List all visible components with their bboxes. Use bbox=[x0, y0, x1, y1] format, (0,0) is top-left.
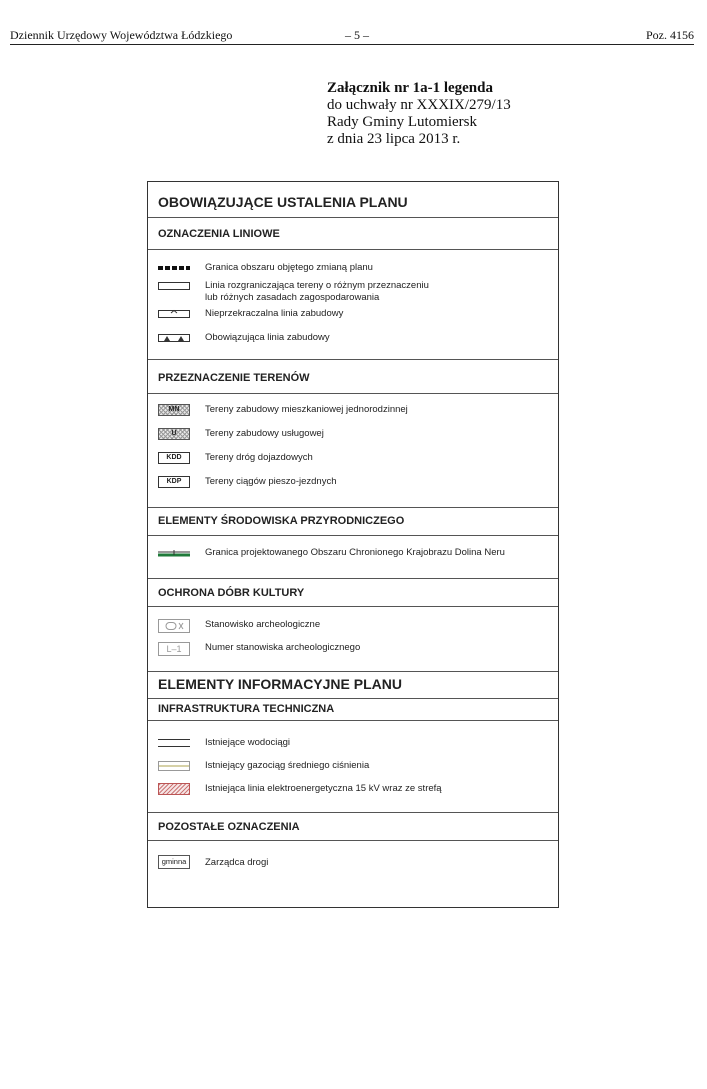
section-title: OCHRONA DÓBR KULTURY bbox=[158, 587, 305, 599]
list-item: Nieprzekraczalna linia zabudowy bbox=[158, 308, 553, 322]
section-linear-header bbox=[148, 217, 558, 249]
section-landuse-items bbox=[148, 393, 558, 507]
list-item: Obowiązująca linia zabudowy bbox=[158, 332, 553, 346]
boundary-dashed-icon bbox=[158, 262, 190, 274]
list-item: lub różnych zasadach zagospodarowania bbox=[205, 292, 380, 303]
list-item: U Tereny zabudowy usługowej bbox=[158, 428, 553, 442]
u-symbol-icon: U bbox=[158, 428, 190, 440]
position-number: Poz. 4156 bbox=[646, 28, 694, 42]
section-other-items bbox=[148, 840, 558, 906]
dividing-line-icon bbox=[158, 280, 190, 292]
section-title: PRZEZNACZENIE TERENÓW bbox=[158, 372, 310, 384]
council-name: Rady Gminy Lutomiersk bbox=[327, 114, 477, 130]
resolution-number: do uchwały nr XXXIX/279/13 bbox=[327, 97, 511, 113]
list-item: Istniejący gazociąg średniego ciśnienia bbox=[158, 760, 553, 774]
section-title: ELEMENTY ŚRODOWISKA PRZYRODNICZEGO bbox=[158, 515, 405, 527]
road-manager-symbol-icon: gminna bbox=[158, 855, 190, 869]
kdd-symbol-icon: KDD bbox=[158, 452, 190, 464]
section-title: INFRASTRUKTURA TECHNICZNA bbox=[158, 703, 335, 715]
power-line-zone-icon bbox=[158, 783, 190, 795]
section-landuse-header bbox=[148, 359, 558, 393]
list-item: KDD Tereny dróg dojazdowych bbox=[158, 452, 553, 466]
resolution-date: z dnia 23 lipca 2013 r. bbox=[327, 131, 461, 147]
page-header bbox=[10, 26, 694, 45]
section-title: POZOSTAŁE OZNACZENIA bbox=[158, 821, 300, 833]
list-item: Stanowisko archeologiczne bbox=[158, 619, 553, 633]
list-item: Istniejąca linia elektroenergetyczna 15 kV wraz ze strefą bbox=[158, 783, 553, 797]
gas-pipeline-icon bbox=[158, 760, 190, 772]
section-info-title bbox=[148, 671, 558, 698]
section-culture-items bbox=[148, 606, 558, 671]
building-line-nonexceed-icon bbox=[158, 308, 190, 320]
water-main-icon bbox=[158, 737, 190, 749]
section-other-header bbox=[148, 812, 558, 840]
journal-name: Dziennik Urzędowy Województwa Łódzkiego bbox=[10, 28, 233, 42]
section-infra-items bbox=[148, 720, 558, 812]
list-item: Istniejące wodociągi bbox=[158, 737, 553, 751]
list-item: Granica obszaru objętego zmianą planu bbox=[158, 262, 553, 276]
attachment-info bbox=[327, 80, 511, 148]
mn-symbol-icon: MN bbox=[158, 404, 190, 416]
section-linear-items bbox=[148, 249, 558, 359]
attachment-title: Załącznik nr 1a-1 legenda bbox=[327, 80, 493, 96]
list-item: L–1 Numer stanowiska archeologicznego bbox=[158, 642, 553, 656]
section-culture-header bbox=[148, 578, 558, 606]
legend-box bbox=[147, 181, 559, 908]
kdp-symbol-icon: KDP bbox=[158, 476, 190, 488]
section-title: OZNACZENIA LINIOWE bbox=[158, 228, 280, 240]
building-line-mandatory-icon bbox=[158, 332, 190, 344]
legend-title-info: ELEMENTY INFORMACYJNE PLANU bbox=[158, 676, 402, 692]
legend-title-binding: OBOWIĄZUJĄCE USTALENIA PLANU bbox=[158, 194, 408, 210]
page-number: – 5 – bbox=[345, 28, 369, 42]
section-environment-items bbox=[148, 535, 558, 578]
archaeological-site-icon bbox=[158, 619, 190, 631]
protected-landscape-boundary-icon bbox=[158, 547, 190, 559]
section-environment-header bbox=[148, 507, 558, 535]
list-item: Granica projektowanego Obszaru Chronionego Krajobrazu Dolina Neru bbox=[158, 547, 553, 561]
section-infra-header bbox=[148, 698, 558, 720]
site-number-icon: L–1 bbox=[158, 642, 190, 656]
list-item: gminna Zarządca drogi bbox=[158, 855, 553, 869]
list-item: Linia rozgraniczająca tereny o różnym przeznaczeniu bbox=[158, 280, 553, 294]
list-item: MN Tereny zabudowy mieszkaniowej jednorodzinnej bbox=[158, 404, 553, 418]
list-item: KDP Tereny ciągów pieszo-jezdnych bbox=[158, 476, 553, 490]
